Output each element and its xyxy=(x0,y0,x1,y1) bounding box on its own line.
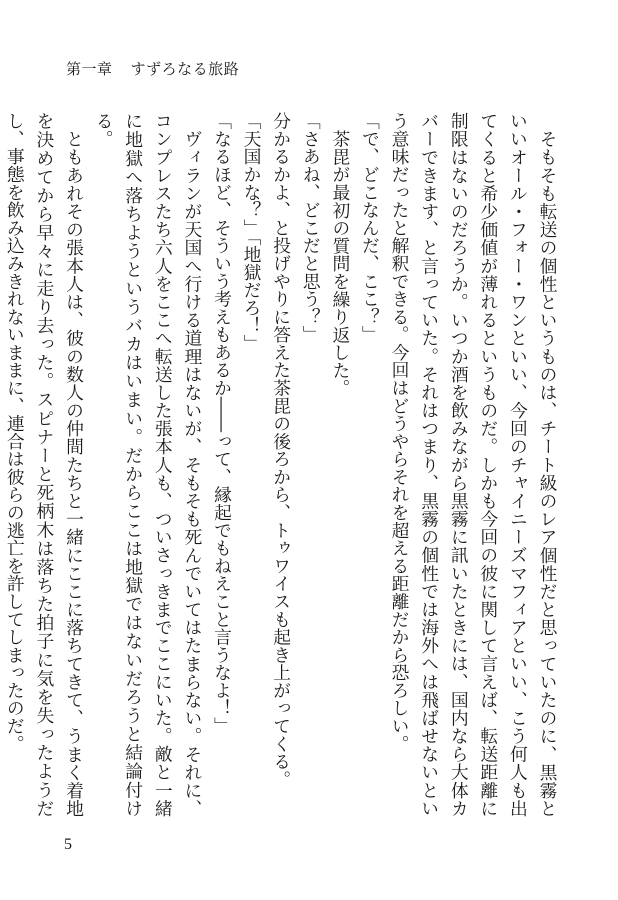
chapter-title: すずろなる旅路 xyxy=(130,60,240,78)
paragraph: 「なるほど、そういう考えもあるか――って、縁起でもねえこと言うなよ！」 xyxy=(211,112,233,735)
running-head xyxy=(66,58,239,79)
paragraph: そもそも転送の個性というものは、チート級のレア個性だと思っていたのに、黒霧といいオール・フォー・ワンといい、今回のチャイニーズマフィアといい、こう何人も出てくると希少価値が薄れるというものだ。しかも今回の彼に関して言えば、転送距離に制限はないのだろうか。いつか酒を飲みながら黒霧に訊いたときには、国内なら大体カバーできます、と言っていた。それはつまり、黒霧の個性では海外へは飛ばせないという意味だったと解釈できる。今回はどうやらそれを超える距離だから恐ろしい。 xyxy=(389,112,558,817)
chapter-label: 第一章 xyxy=(66,60,113,78)
paragraph: ともあれその張本人は、彼の数人の仲間たちと一緒にここに落ちてきて、うまく着地を決めてから早々に走り去った。スピナーと死柄木は落ちた拍子に気を失ったようだし、事態を飲み込みきれないままに、連合は彼らの逃亡を許してしまったのだ。 xyxy=(4,112,85,817)
paragraph: 分かるかよ、と投げやりに答えた茶毘の後ろから、トゥワイスも起き上がってくる。 xyxy=(270,112,292,789)
paragraph: 「天国かな？」「地獄だろ！」 xyxy=(241,112,263,353)
vertical-text-body xyxy=(4,112,562,817)
paragraph: 「さあね、どこだと思う？」 xyxy=(300,112,322,344)
paragraph: 茶毘が最初の質問を繰り返した。 xyxy=(329,129,351,397)
page-number: 5 xyxy=(64,836,72,853)
paragraph: ヴィランが天国へ行ける道理はないが、そもそも死んでいてはたまらない。それに、コンプレスたち六人をここへ転送した張本人も、ついさっきまでここにいた。敵と一緒に地獄へ落ちようというバカはいまい。だからここは地獄ではないだろうと結論付ける。 xyxy=(93,112,203,817)
paragraph: 「で、どこなんだ、ここ？」 xyxy=(359,112,381,344)
